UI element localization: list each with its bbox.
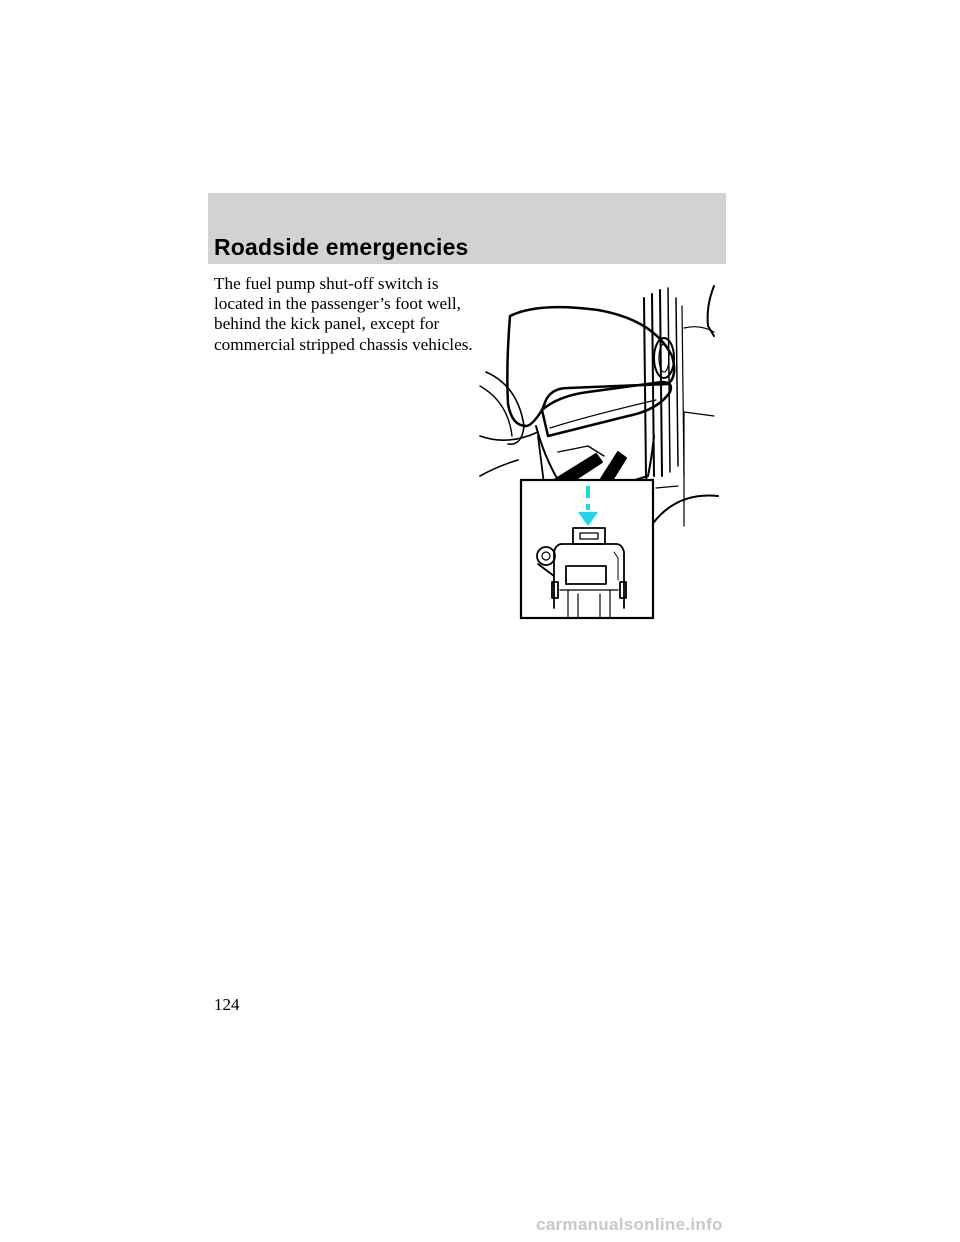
watermark: carmanualsonline.info xyxy=(536,1215,723,1234)
fuel-pump-switch-illustration xyxy=(478,276,728,622)
page-number: 124 xyxy=(214,995,240,1014)
body-paragraph: The fuel pump shut-off switch is located in the passenger’s foot well, behind the kick panel, except for commercial stripped chassis vehicles. xyxy=(214,274,473,354)
section-title: Roadside emergencies xyxy=(214,234,469,260)
